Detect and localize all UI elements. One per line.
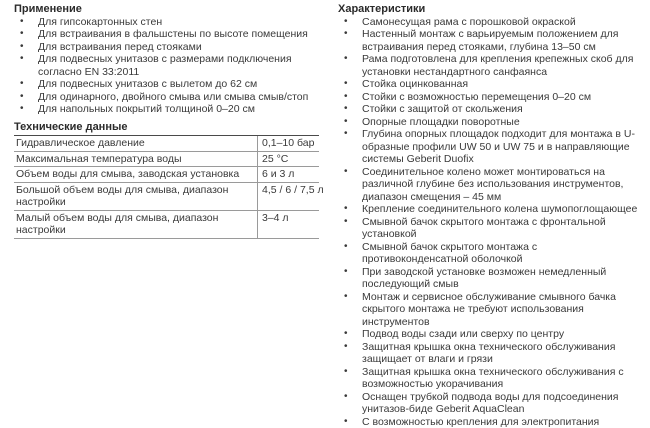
- list-item: [338, 91, 646, 104]
- list-item: [14, 28, 320, 41]
- bullet-icon: •: [344, 216, 348, 229]
- list-item-text: Для подвесных унитазов с вылетом до 62 см: [38, 78, 257, 90]
- application-section: [14, 3, 320, 116]
- bullet-icon: •: [344, 416, 348, 428]
- list-item-text: Подвод воды сзади или сверху по центру: [362, 328, 564, 340]
- bullet-icon: •: [344, 116, 348, 129]
- list-item: [338, 166, 646, 204]
- list-item: [14, 103, 320, 116]
- list-item: [338, 128, 646, 166]
- list-item-text: Оснащен трубкой подвода воды для подсоединения унитазов-биде Geberit AquaClean: [362, 391, 619, 416]
- list-item: [14, 41, 320, 54]
- bullet-icon: •: [344, 28, 348, 41]
- table-row: [14, 211, 319, 239]
- list-item-text: Для гипсокартонных стен: [38, 16, 162, 28]
- application-section-title: Применение: [14, 3, 320, 16]
- technical-data-section-title: Технические данные: [14, 121, 320, 134]
- bullet-icon: •: [344, 103, 348, 116]
- bullet-icon: •: [344, 241, 348, 254]
- table-row: [14, 183, 319, 211]
- list-item-text: При заводской установке возможен немедленный последующий смыв: [362, 266, 606, 291]
- technical-data-section: [14, 121, 320, 239]
- bullet-icon: •: [20, 41, 24, 54]
- bullet-icon: •: [344, 166, 348, 179]
- table-row-value: 0,1–10 бар: [258, 136, 319, 151]
- list-item-text: Соединительное колено может монтироваться на различной глубине без использования инструментов, диапазон смещения – 45 мм: [362, 166, 623, 203]
- list-item-text: Защитная крышка окна технического обслуживания с возможностью укорачивания: [362, 366, 624, 391]
- list-item: [338, 341, 646, 366]
- list-item: [14, 78, 320, 91]
- bullet-icon: •: [344, 341, 348, 354]
- list-item-text: Глубина опорных площадок подходит для монтажа в U-образные профили UW 50 и UW 75 и в направляющие системы Geberit Duofix: [362, 128, 635, 165]
- list-item: [338, 241, 646, 266]
- list-item-text: Крепление соединительного колена шумопоглощающее: [362, 203, 637, 215]
- table-row-label: Гидравлическое давление: [14, 136, 258, 151]
- table-row-value: 3–4 л: [258, 211, 319, 238]
- bullet-icon: •: [344, 291, 348, 304]
- table-row-label: Объем воды для смыва, заводская установка: [14, 167, 258, 182]
- table-row-value: 25 °C: [258, 152, 319, 167]
- table-row: [14, 152, 319, 168]
- list-item: [338, 328, 646, 341]
- list-item-text: Стойка оцинкованная: [362, 78, 468, 90]
- technical-data-table: [14, 135, 319, 239]
- bullet-icon: •: [20, 78, 24, 91]
- bullet-icon: •: [20, 28, 24, 41]
- list-item-text: Для подвесных унитазов с размерами подключения согласно EN 33:2011: [38, 53, 292, 78]
- table-row-label: Малый объем воды для смыва, диапазон настройки: [14, 211, 258, 238]
- list-item: [14, 53, 320, 78]
- list-item: [338, 116, 646, 129]
- list-item: [338, 78, 646, 91]
- list-item-text: Для встраивания перед стояками: [38, 41, 202, 53]
- list-item-text: С возможностью крепления для электропитания: [362, 416, 599, 428]
- characteristics-section: [338, 3, 646, 428]
- list-item-text: Рама подготовлена для крепления крепежных скоб для установки нестандартного санфаянса: [362, 53, 633, 78]
- bullet-icon: •: [20, 91, 24, 104]
- right-column: [338, 3, 646, 428]
- bullet-icon: •: [20, 16, 24, 29]
- characteristics-list: [338, 16, 646, 428]
- list-item: [14, 16, 320, 29]
- application-list: [14, 16, 320, 116]
- list-item-text: Для встраивания в фальшстены по высоте помещения: [38, 28, 308, 40]
- bullet-icon: •: [344, 366, 348, 379]
- list-item-text: Самонесущая рама с порошковой окраской: [362, 16, 576, 28]
- list-item: [338, 28, 646, 53]
- table-row: [14, 167, 319, 183]
- list-item-text: Защитная крышка окна технического обслуживания защищает от влаги и грязи: [362, 341, 615, 366]
- list-item-text: Для одинарного, двойного смыва или смыва смыв/стоп: [38, 91, 308, 103]
- list-item-text: Настенный монтаж с варьируемым положением для встраивания перед стояками, глубина 13–50 см: [362, 28, 618, 53]
- list-item-text: Монтаж и сервисное обслуживание смывного бачка скрытого монтажа не требуют использования инструментов: [362, 291, 616, 328]
- list-item: [338, 416, 646, 428]
- bullet-icon: •: [344, 91, 348, 104]
- list-item: [338, 53, 646, 78]
- list-item-text: Опорные площадки поворотные: [362, 116, 520, 128]
- bullet-icon: •: [344, 16, 348, 29]
- list-item-text: Стойки с возможностью перемещения 0–20 см: [362, 91, 591, 103]
- bullet-icon: •: [344, 53, 348, 66]
- list-item: [338, 203, 646, 216]
- list-item: [338, 366, 646, 391]
- list-item: [14, 91, 320, 104]
- bullet-icon: •: [344, 391, 348, 404]
- left-column: [14, 3, 320, 239]
- table-row-value: 4,5 / 6 / 7,5 л: [258, 183, 319, 210]
- list-item-text: Для напольных покрытий толщиной 0–20 см: [38, 103, 255, 115]
- bullet-icon: •: [20, 53, 24, 66]
- bullet-icon: •: [344, 78, 348, 91]
- list-item: [338, 266, 646, 291]
- table-row: [14, 136, 319, 152]
- bullet-icon: •: [344, 328, 348, 341]
- bullet-icon: •: [344, 128, 348, 141]
- bullet-icon: •: [20, 103, 24, 116]
- table-row-label: Максимальная температура воды: [14, 152, 258, 167]
- table-row-label: Большой объем воды для смыва, диапазон настройки: [14, 183, 258, 210]
- list-item: [338, 16, 646, 29]
- list-item: [338, 391, 646, 416]
- list-item: [338, 103, 646, 116]
- list-item-text: Смывной бачок скрытого монтажа с противоконденсатной оболочкой: [362, 241, 537, 266]
- table-row-value: 6 и 3 л: [258, 167, 319, 182]
- bullet-icon: •: [344, 266, 348, 279]
- list-item-text: Смывной бачок скрытого монтажа с фронтальной установкой: [362, 216, 606, 241]
- bullet-icon: •: [344, 203, 348, 216]
- list-item: [338, 291, 646, 329]
- list-item: [338, 216, 646, 241]
- characteristics-section-title: Характеристики: [338, 3, 646, 16]
- list-item-text: Стойки с защитой от скольжения: [362, 103, 523, 115]
